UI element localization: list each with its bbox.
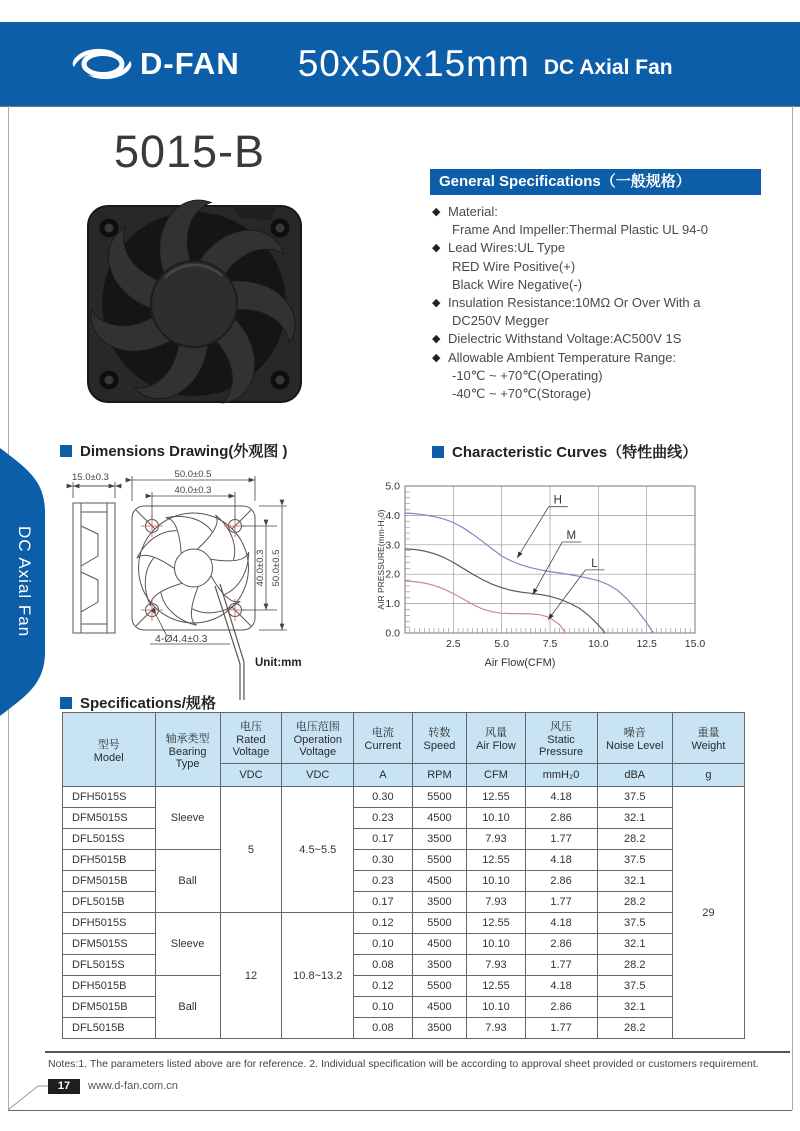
- section-title-specs: Specifications/规格: [60, 692, 216, 713]
- col-header: 型号 Model: [63, 713, 156, 787]
- table-cell: 12.55: [467, 976, 525, 997]
- general-spec-line: Frame And Impeller:Thermal Plastic UL 94-0: [452, 222, 709, 238]
- side-tab-label: DC Axial Fan: [15, 526, 34, 638]
- general-spec-line: RED Wire Positive(+): [452, 258, 576, 274]
- product-size-title: 50x50x15mm: [297, 43, 530, 84]
- website-url: www.d-fan.com.cn: [88, 1080, 178, 1092]
- table-cell: DFH5015S: [63, 913, 156, 934]
- table-cell: DFL5015S: [63, 829, 156, 850]
- dim-hole-pitch-h: 40.0±0.3: [174, 485, 212, 496]
- table-cell: 0.10: [354, 934, 412, 955]
- table-cell: 4500: [412, 808, 467, 829]
- table-cell: 0.17: [354, 829, 412, 850]
- general-spec-line: ◆ Lead Wires:UL Type: [432, 239, 782, 257]
- y-tick-label: 2.0: [385, 568, 400, 581]
- col-unit: mmH₂0: [525, 764, 597, 787]
- table-cell: 37.5: [597, 850, 672, 871]
- table-cell: Ball: [155, 850, 220, 913]
- blue-square-icon: [60, 445, 72, 457]
- table-cell: 5500: [412, 787, 467, 808]
- col-unit: g: [672, 764, 744, 787]
- table-cell: 12.55: [467, 850, 525, 871]
- table-cell: 37.5: [597, 976, 672, 997]
- x-tick-label: 10.0: [588, 638, 609, 650]
- curve-M: [405, 549, 605, 633]
- brand-name: D-FAN: [140, 46, 240, 81]
- col-unit: A: [354, 764, 412, 787]
- col-header: 风量 Air Flow: [467, 713, 525, 764]
- page-border-right: [792, 106, 793, 1110]
- general-spec-line: ◆ Material:: [432, 203, 782, 221]
- table-cell: 2.86: [525, 997, 597, 1018]
- table-cell: 7.93: [467, 892, 525, 913]
- section-title-dimensions: Dimensions Drawing(外观图 ): [60, 440, 288, 461]
- table-cell: 0.23: [354, 808, 412, 829]
- x-axis-label: Air Flow(CFM): [484, 657, 556, 669]
- table-cell: 4.18: [525, 787, 597, 808]
- y-tick-label: 3.0: [385, 539, 400, 552]
- blue-square-icon: [432, 446, 444, 458]
- diamond-bullet-icon: ◆: [432, 333, 441, 346]
- page-number-badge: 17: [48, 1079, 80, 1094]
- table-cell: 37.5: [597, 787, 672, 808]
- table-cell: 3500: [412, 955, 467, 976]
- table-cell: 0.23: [354, 871, 412, 892]
- table-cell: 2.86: [525, 934, 597, 955]
- brand-logo: [70, 45, 240, 83]
- table-cell: 28.2: [597, 892, 672, 913]
- page-border-bottom: [8, 1110, 792, 1111]
- header-bar: [0, 22, 800, 107]
- notes-divider: [45, 1051, 790, 1053]
- specifications-table: [62, 712, 745, 1039]
- table-cell: 4500: [412, 997, 467, 1018]
- table-cell: DFM5015B: [63, 871, 156, 892]
- table-cell: DFM5015B: [63, 997, 156, 1018]
- table-cell: 4.18: [525, 913, 597, 934]
- table-cell: 4.18: [525, 850, 597, 871]
- x-tick-label: 7.5: [542, 638, 558, 650]
- col-header: 电压 Rated Voltage: [220, 713, 282, 764]
- dim-unit: Unit:mm: [255, 657, 302, 669]
- curve-L: [405, 581, 566, 633]
- y-tick-label: 1.0: [385, 598, 400, 611]
- table-cell: DFM5015S: [63, 934, 156, 955]
- table-cell: 10.10: [467, 808, 525, 829]
- table-cell: 2.86: [525, 808, 597, 829]
- y-axis-label: AIR PRESSURE(mm-H₂0): [376, 509, 386, 610]
- table-cell: 0.17: [354, 892, 412, 913]
- curve-label-L: L: [591, 557, 598, 570]
- table-cell: 1.77: [525, 892, 597, 913]
- diamond-bullet-icon: ◆: [432, 206, 441, 218]
- general-specs-list: [432, 203, 782, 403]
- diamond-bullet-icon: ◆: [432, 297, 441, 310]
- table-cell: 32.1: [597, 997, 672, 1018]
- x-tick-label: 12.5: [636, 638, 657, 650]
- table-cell: Sleeve: [155, 913, 220, 976]
- table-cell: 32.1: [597, 871, 672, 892]
- curve-H: [405, 513, 653, 633]
- table-cell: 7.93: [467, 1018, 525, 1039]
- fan-product-image: [82, 198, 308, 406]
- y-tick-label: 0.0: [385, 627, 400, 640]
- col-unit: VDC: [220, 764, 282, 787]
- table-cell: 28.2: [597, 829, 672, 850]
- notes-text: Notes:1. The parameters listed above are for reference. 2. Individual specification will be according to approval sheet provided or customers requirement.: [48, 1058, 759, 1070]
- table-cell: 37.5: [597, 913, 672, 934]
- table-cell: DFL5015S: [63, 955, 156, 976]
- table-cell: 10.10: [467, 871, 525, 892]
- table-cell: 4500: [412, 871, 467, 892]
- table-cell: 12.55: [467, 787, 525, 808]
- curve-label-H: H: [553, 494, 562, 507]
- table-cell: DFH5015B: [63, 850, 156, 871]
- table-cell: 0.12: [354, 913, 412, 934]
- curve-label-leader: [533, 542, 563, 595]
- col-unit: RPM: [412, 764, 467, 787]
- dim-hole-pitch-v: 40.0±0.3: [255, 549, 266, 587]
- table-cell: 0.12: [354, 976, 412, 997]
- table-cell: 10.10: [467, 934, 525, 955]
- table-cell: 1.77: [525, 955, 597, 976]
- table-cell: 3500: [412, 1018, 467, 1039]
- table-cell: 5500: [412, 976, 467, 997]
- col-header: 噪音 Noise Level: [597, 713, 672, 764]
- section-title-curves: Characteristic Curves（特性曲线）: [432, 441, 697, 462]
- x-tick-label: 15.0: [684, 638, 706, 650]
- table-cell: 7.93: [467, 955, 525, 976]
- general-spec-line: -40℃ ~ +70℃(Storage): [452, 386, 592, 402]
- page-title: 5015-B: [113, 126, 266, 177]
- characteristic-curves-chart: [375, 478, 710, 678]
- dim-outer-height: 50.0±0.5: [271, 549, 282, 587]
- table-cell: 10.8~13.2: [282, 913, 354, 1039]
- table-cell: DFL5015B: [63, 892, 156, 913]
- table-cell: 0.08: [354, 1018, 412, 1039]
- general-spec-line: ◆ Allowable Ambient Temperature Range:: [432, 349, 782, 367]
- table-cell: 4500: [412, 934, 467, 955]
- table-cell: 12.55: [467, 913, 525, 934]
- table-cell: DFH5015S: [63, 787, 156, 808]
- col-unit: VDC: [282, 764, 354, 787]
- dim-holes-callout: 4-Ø4.4±0.3: [155, 633, 208, 645]
- product-type-subtitle: DC Axial Fan: [543, 56, 673, 79]
- table-cell: Sleeve: [155, 787, 220, 850]
- col-header: 电压范围 Operation Voltage: [282, 713, 354, 764]
- curve-label-M: M: [566, 529, 577, 542]
- col-header: 轴承类型 Bearing Type: [155, 713, 220, 787]
- table-cell: 4.5~5.5: [282, 787, 354, 913]
- table-cell: 3500: [412, 829, 467, 850]
- table-cell: 10.10: [467, 997, 525, 1018]
- table-cell: 32.1: [597, 808, 672, 829]
- y-tick-label: 4.0: [385, 509, 400, 522]
- table-cell: DFL5015B: [63, 1018, 156, 1039]
- col-header: 重量 Weight: [672, 713, 744, 764]
- table-cell: 28.2: [597, 955, 672, 976]
- table-cell: 32.1: [597, 934, 672, 955]
- general-spec-line: DC250V Megger: [452, 313, 549, 329]
- table-cell: 2.86: [525, 871, 597, 892]
- y-tick-label: 5.0: [385, 480, 400, 493]
- table-cell: 0.30: [354, 787, 412, 808]
- table-row: [63, 976, 745, 997]
- table-cell: 7.93: [467, 829, 525, 850]
- diamond-bullet-icon: ◆: [432, 351, 441, 364]
- table-cell: DFM5015S: [63, 808, 156, 829]
- table-cell: 5500: [412, 913, 467, 934]
- table-cell: 29: [672, 787, 744, 1039]
- x-tick-label: 2.5: [446, 638, 461, 650]
- curve-label-leader: [517, 507, 549, 558]
- table-cell: 0.10: [354, 997, 412, 1018]
- table-row: [63, 787, 745, 808]
- general-spec-line: ◆ Insulation Resistance:10MΩ Or Over With a: [432, 294, 782, 312]
- general-specs-header: General Specifications（一般规格）: [430, 169, 761, 195]
- diamond-bullet-icon: ◆: [432, 242, 441, 255]
- curve-label-leader: [548, 570, 585, 620]
- spec-table-wrap: [62, 712, 745, 1039]
- table-cell: 1.77: [525, 829, 597, 850]
- side-tab: [0, 448, 48, 716]
- table-cell: Ball: [155, 976, 220, 1039]
- col-header: 转数 Speed: [412, 713, 467, 764]
- table-cell: 28.2: [597, 1018, 672, 1039]
- general-spec-line: Black Wire Negative(-): [452, 276, 583, 292]
- table-row: [63, 850, 745, 871]
- col-unit: CFM: [467, 764, 525, 787]
- table-cell: 3500: [412, 892, 467, 913]
- table-cell: 12: [220, 913, 282, 1039]
- general-spec-line: ◆ Dielectric Withstand Voltage:AC500V 1S: [432, 330, 782, 348]
- dfan-swoosh-icon: [70, 45, 134, 83]
- col-unit: dBA: [597, 764, 672, 787]
- dimensions-drawing: [55, 468, 395, 706]
- table-cell: 1.77: [525, 1018, 597, 1039]
- col-header: 风压 Static Pressure: [525, 713, 597, 764]
- general-spec-line: -10℃ ~ +70℃(Operating): [452, 367, 603, 383]
- dim-depth: 15.0±0.3: [72, 472, 109, 483]
- table-cell: 5: [220, 787, 282, 913]
- table-row: [63, 913, 745, 934]
- table-cell: 4.18: [525, 976, 597, 997]
- table-cell: 5500: [412, 850, 467, 871]
- dim-outer-width: 50.0±0.5: [174, 469, 212, 480]
- table-cell: DFH5015B: [63, 976, 156, 997]
- table-cell: 0.30: [354, 850, 412, 871]
- x-tick-label: 5.0: [494, 638, 509, 650]
- col-header: 电流 Current: [354, 713, 412, 764]
- table-cell: 0.08: [354, 955, 412, 976]
